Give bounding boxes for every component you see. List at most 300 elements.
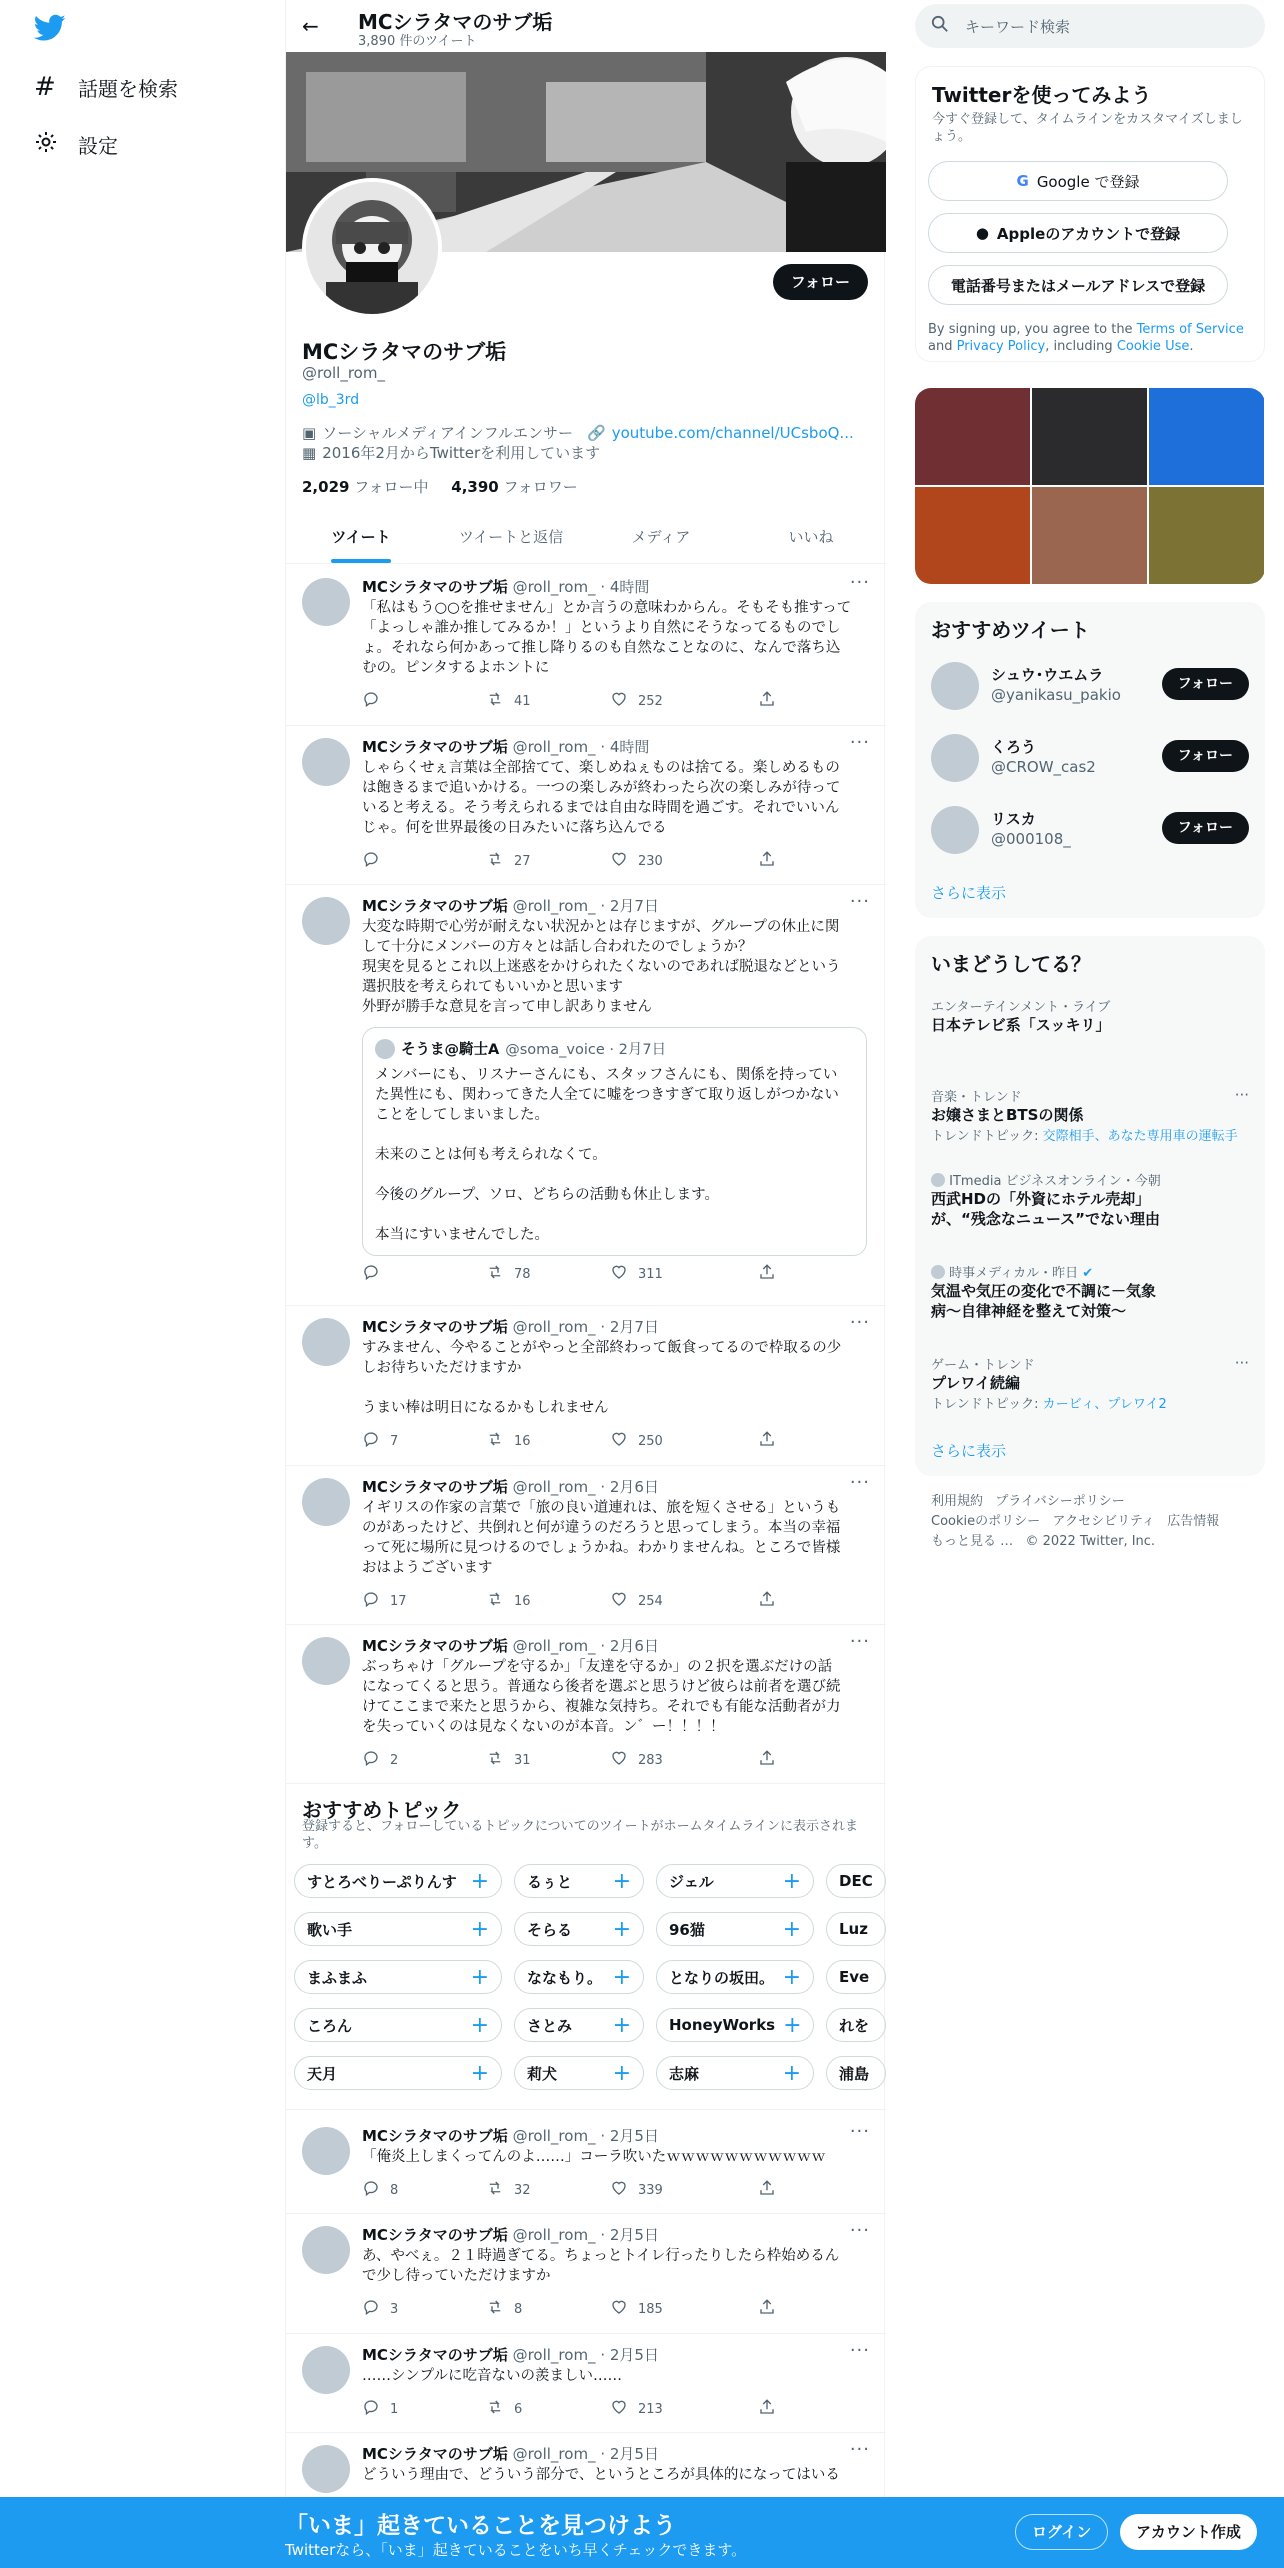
tweet[interactable] (286, 1306, 886, 1466)
footer-line[interactable]: もっと見る … © 2022 Twitter, Inc. (931, 1534, 1156, 1549)
tweet-text: ぶっちゃけ「グループを守るか」「友達を守るか」の２択を選ぶだけの話 になってくると思う。普通なら後者を選ぶと思うけど彼らは前者を選び続 けてここまで来たと思うから、複雑な気持ち。それでも有能な活動者が力 を失っていくのは見なくないのが本音。ン゛ー！！！！ (362, 1659, 841, 1735)
trend-subtopics-links[interactable]: カービィ、プレワイ2 (1042, 1397, 1167, 1412)
reply-button[interactable] (362, 2298, 398, 2320)
share-button[interactable] (758, 690, 776, 712)
signup-button[interactable]: アカウント作成 (1120, 2514, 1257, 2550)
share-button[interactable] (758, 850, 776, 872)
trend-item[interactable] (931, 1354, 1249, 1412)
briefcase-icon: ▣ (302, 423, 317, 442)
retweet-button[interactable] (486, 1590, 531, 1612)
like-count: 230 (638, 853, 663, 869)
like-count: 250 (638, 1433, 663, 1449)
tweet[interactable] (286, 1466, 886, 1625)
share-icon (758, 1590, 776, 1612)
avatar[interactable] (302, 2127, 350, 2175)
topic-label: 天月 (307, 2064, 338, 2083)
topic-pill[interactable] (826, 2008, 886, 2042)
avatar (931, 806, 979, 854)
topic-pill[interactable] (514, 1912, 644, 1946)
terms-link[interactable]: Terms of Service (1136, 322, 1244, 337)
like-count: 185 (638, 2301, 663, 2317)
calendar-icon: ▦ (302, 443, 317, 462)
reply-icon (362, 1749, 380, 1771)
topic-label: となりの坂田。 (669, 1968, 775, 1987)
avatar[interactable] (302, 1318, 350, 1366)
recommended-user[interactable] (931, 802, 1249, 858)
reply-button[interactable] (362, 2398, 398, 2420)
retweet-icon (486, 1590, 504, 1612)
topic-pill[interactable] (294, 1912, 502, 1946)
tweet-author-name[interactable]: MCシラタマのサブ垢 (362, 897, 508, 915)
like-count: 254 (638, 1593, 663, 1609)
share-button[interactable] (758, 2398, 776, 2420)
topic-pill[interactable] (656, 1864, 814, 1898)
reply-button[interactable] (362, 690, 390, 712)
trend-category: 音楽・トレンド (931, 1090, 1022, 1105)
tweet-author-name[interactable]: MCシラタマのサブ垢 (362, 2226, 508, 2244)
topic-label: ジェル (669, 1872, 714, 1891)
profile-handle: @roll_rom_ (302, 364, 385, 382)
like-button[interactable] (610, 2298, 663, 2320)
follow-button[interactable]: フォロー (773, 264, 868, 300)
retweet-count: 8 (514, 2301, 523, 2317)
recommended-user[interactable] (931, 658, 1249, 714)
reply-button[interactable] (362, 1749, 398, 1771)
plus-icon[interactable]: + (470, 1964, 489, 1990)
following-count: 2,029 (302, 478, 350, 496)
tweet-header (362, 895, 659, 916)
reply-button[interactable] (362, 1263, 390, 1285)
search-placeholder: キーワード検索 (965, 17, 1071, 36)
like-button[interactable] (610, 2179, 663, 2201)
share-button[interactable] (758, 1430, 776, 1452)
avatar[interactable] (302, 738, 350, 786)
followers-count: 4,390 (451, 478, 499, 496)
tweet-author-name[interactable]: MCシラタマのサブ垢 (362, 578, 508, 596)
share-button[interactable] (758, 2179, 776, 2201)
tweet-meta[interactable]: @roll_rom_ · 4時間 (512, 738, 650, 756)
topic-label: Luz (839, 1920, 868, 1938)
media-grid (915, 388, 1265, 584)
like-count: 283 (638, 1752, 663, 1768)
more-options-icon[interactable]: ··· (849, 1312, 870, 1333)
more-options-icon[interactable]: ··· (849, 2220, 870, 2241)
terms-mid: , including (1045, 339, 1117, 354)
topic-pill[interactable] (656, 1960, 814, 1994)
avatar[interactable] (302, 2226, 350, 2274)
topic-label: れを (839, 2016, 870, 2035)
topic-label: ななもり。 (527, 1968, 603, 1987)
avatar[interactable] (302, 1637, 350, 1685)
share-icon (758, 2398, 776, 2420)
topic-label: 莉犬 (527, 2064, 558, 2083)
avatar (931, 662, 979, 710)
phone-signup-button[interactable] (928, 265, 1228, 305)
tweet[interactable] (286, 2334, 886, 2433)
retweet-count: 16 (514, 1433, 531, 1449)
tweet-author-name[interactable]: MCシラタマのサブ垢 (362, 2127, 508, 2145)
media-thumbnail[interactable] (1149, 388, 1264, 485)
tab-tweets[interactable]: ツイート (286, 510, 436, 563)
tweet-text: ……シンプルに吃音ないの羨ましい…… (362, 2368, 623, 2384)
topic-pill[interactable] (514, 2056, 644, 2090)
retweet-button[interactable] (486, 2398, 522, 2420)
media-thumbnail[interactable] (1032, 388, 1147, 485)
topic-pill[interactable] (656, 1912, 814, 1946)
like-button[interactable] (610, 1430, 663, 1452)
retweet-button[interactable] (486, 2179, 531, 2201)
profile-tabs (286, 510, 886, 564)
bottom-signup-bar (0, 2497, 1284, 2568)
topic-pill[interactable] (514, 2008, 644, 2042)
like-button[interactable] (610, 1590, 663, 1612)
apple-signup-button[interactable] (928, 213, 1228, 253)
plus-icon[interactable]: + (782, 1868, 801, 1894)
topic-pill[interactable] (294, 2056, 502, 2090)
tweet-author-name[interactable]: MCシラタマのサブ垢 (362, 2346, 508, 2364)
tab-media[interactable]: メディア (631, 528, 691, 546)
tweet-text: しゃらくせぇ言葉は全部捨てて、楽しめねぇものは捨てる。楽しめるもの は飽きるまで追いかける。一つの楽しみが終わったら次の楽しみが待って いると考える。そう考えられるまでは自由な時間を過ごす。それでいいん じゃ。何を世界最後の日みたいに落ち込んでる (362, 760, 841, 836)
retweet-button[interactable] (486, 2298, 522, 2320)
topic-label: 浦島 (839, 2064, 870, 2083)
topic-pill[interactable] (514, 1960, 644, 1994)
follow-button[interactable]: フォロー (1162, 740, 1249, 772)
terms-and: and (928, 339, 957, 354)
tweet-meta[interactable]: @roll_rom_ · 4時間 (512, 578, 650, 596)
tweet[interactable] (286, 2214, 886, 2334)
more-options-icon[interactable]: ··· (849, 572, 870, 593)
share-icon (758, 1430, 776, 1452)
tweet-actions (362, 690, 792, 710)
more-options-icon[interactable]: ··· (849, 2439, 870, 2460)
media-thumbnail[interactable] (915, 487, 1030, 584)
plus-icon[interactable]: + (470, 1916, 489, 1942)
trend-item[interactable] (931, 1262, 1249, 1321)
plus-icon[interactable]: + (612, 1964, 631, 1990)
like-button[interactable] (610, 690, 663, 712)
signup-terms (928, 321, 1248, 355)
page-title: MCシラタマのサブ垢 (358, 10, 553, 34)
retweet-icon (486, 850, 504, 872)
trend-item[interactable] (931, 1086, 1249, 1144)
plus-icon[interactable]: + (612, 1868, 631, 1894)
trend-title: 西武HDの「外資にホテル売却」 が、“残念なニュース”でない理由 (931, 1190, 1160, 1228)
topic-label: まふまふ (307, 1968, 368, 1987)
google-signup-button[interactable] (928, 161, 1228, 201)
nav-settings-label: 設定 (78, 134, 118, 158)
followers-label: フォロワー (503, 478, 578, 496)
trend-subtopics-links[interactable]: 交際相手、あなた専用車の運転手 (1042, 1129, 1238, 1144)
gear-icon (34, 130, 58, 159)
retweet-icon (486, 2298, 504, 2320)
tweet-actions (362, 2298, 792, 2318)
retweet-button[interactable] (486, 1430, 531, 1452)
footer-line[interactable]: 利用規約 プライバシーポリシー (931, 1494, 1125, 1509)
media-thumbnail[interactable] (915, 388, 1030, 485)
more-options-icon[interactable]: ··· (849, 1631, 870, 1652)
tweet-author-name[interactable]: MCシラタマのサブ垢 (362, 1318, 508, 1336)
main-column (285, 0, 885, 2568)
trend-title: プレワイ続編 (931, 1374, 1020, 1392)
more-options-icon[interactable]: ··· (849, 1472, 870, 1493)
tweet-meta[interactable]: @roll_rom_ · 2月7日 (512, 1318, 659, 1336)
more-options-icon[interactable]: ··· (1234, 1086, 1249, 1104)
retweet-button[interactable] (486, 1263, 531, 1285)
topic-pill[interactable] (656, 2056, 814, 2090)
retweet-count: 32 (514, 2182, 531, 2198)
recommended-tweets-card (915, 602, 1265, 918)
reply-icon (362, 1263, 380, 1285)
tweet-meta[interactable]: @roll_rom_ · 2月5日 (512, 2127, 659, 2145)
trend-item[interactable] (931, 996, 1249, 1035)
share-button[interactable] (758, 1590, 776, 1612)
login-button[interactable]: ログイン (1015, 2514, 1108, 2550)
like-count: 213 (638, 2401, 663, 2417)
nav-settings[interactable] (34, 130, 118, 159)
reply-button[interactable] (362, 1430, 398, 1452)
tweet-meta[interactable]: @roll_rom_ · 2月7日 (512, 897, 659, 915)
trend-subtopics-prefix: トレンドトピック: (931, 1129, 1043, 1144)
topic-label: ころん (307, 2016, 353, 2035)
tweet-text: 「俺炎上しまくってんのよ……」コーラ吹いたｗｗｗｗｗｗｗｗｗｗｗ (362, 2149, 826, 2165)
heart-icon (610, 1263, 628, 1285)
tab-tweets-replies[interactable]: ツイートと返信 (458, 528, 564, 546)
plus-icon[interactable]: + (470, 1868, 489, 1894)
tweet-author-name[interactable]: MCシラタマのサブ垢 (362, 1637, 508, 1655)
like-button[interactable] (610, 2398, 663, 2420)
reply-icon (362, 2398, 380, 2420)
quoted-tweet-header (375, 1038, 854, 1059)
tweet-author-name[interactable]: MCシラタマのサブ垢 (362, 2445, 508, 2463)
like-count: 252 (638, 693, 663, 709)
following-label: フォロー中 (354, 478, 429, 496)
topic-pill[interactable] (826, 1864, 886, 1898)
retweet-icon (486, 1263, 504, 1285)
plus-icon[interactable]: + (612, 2012, 631, 2038)
terms-end: . (1189, 339, 1194, 354)
back-arrow-icon[interactable]: ← (302, 14, 319, 38)
topic-pill[interactable] (294, 1960, 502, 1994)
tweet[interactable] (286, 885, 886, 1306)
trend-item[interactable] (931, 1170, 1249, 1229)
retweet-count: 16 (514, 1593, 531, 1609)
plus-icon[interactable]: + (470, 2060, 489, 2086)
retweet-count: 6 (514, 2401, 523, 2417)
hashtag-icon: # (34, 72, 56, 102)
like-button[interactable] (610, 850, 663, 872)
like-button[interactable] (610, 1749, 663, 1771)
reply-count: 7 (390, 1433, 399, 1449)
tweet-text: 「私はもう○○を推せません」とか言うの意味わからん。そもそも推すって 「よっしゃ誰か推してみるか！」というより自然にそうなってるものでし ょ。それなら何かあって推し降りるのも自然なことなのに、なんで落ち込 むの。ピンタするよホントに (362, 600, 852, 676)
following-link[interactable] (302, 478, 429, 496)
plus-icon[interactable]: + (612, 2060, 631, 2086)
avatar[interactable] (302, 1478, 350, 1526)
media-thumbnail[interactable] (1032, 487, 1147, 584)
more-options-icon[interactable]: ··· (1234, 1354, 1249, 1372)
trend-source (931, 1170, 1249, 1189)
topic-label: 歌い手 (307, 1920, 353, 1939)
topic-pill[interactable] (514, 1864, 644, 1898)
trends-show-more[interactable]: さらに表示 (931, 1442, 1007, 1460)
privacy-link[interactable]: Privacy Policy (956, 339, 1046, 354)
tweet-header (362, 2224, 659, 2245)
topic-pill[interactable] (656, 2008, 814, 2042)
reply-icon (362, 2298, 380, 2320)
follow-button[interactable]: フォロー (1162, 812, 1249, 844)
topic-pill[interactable] (826, 2056, 886, 2090)
share-button[interactable] (758, 1263, 776, 1285)
reply-button[interactable] (362, 2179, 398, 2201)
tweet-header (362, 2344, 659, 2365)
tweet-meta[interactable]: @roll_rom_ · 2月5日 (512, 2346, 659, 2364)
recommended-topics (286, 1784, 886, 2110)
heart-icon (610, 2398, 628, 2420)
tweet-header (362, 736, 649, 757)
tweet-meta[interactable]: @roll_rom_ · 2月5日 (512, 2445, 659, 2463)
retweet-count: 41 (514, 693, 531, 709)
tweet-meta[interactable]: @roll_rom_ · 2月5日 (512, 2226, 659, 2244)
apple-icon: ● (975, 224, 989, 242)
topic-label: Eve (839, 1968, 870, 1986)
retweet-button[interactable] (486, 1749, 531, 1771)
like-button[interactable] (610, 1263, 663, 1285)
nav-explore[interactable] (34, 72, 178, 102)
tweet-meta[interactable]: @roll_rom_ · 2月6日 (512, 1478, 659, 1496)
trend-title: お嬢さまとBTSの関係 (931, 1106, 1084, 1124)
topic-pill[interactable] (294, 1864, 502, 1898)
search-icon (931, 15, 949, 37)
topic-label: そらる (527, 1920, 573, 1939)
google-icon: G (1016, 172, 1029, 190)
topics-title: おすすめトピック (302, 1798, 462, 1822)
quoted-meta: @soma_voice · 2月7日 (505, 1042, 667, 1058)
share-button[interactable] (758, 1749, 776, 1771)
plus-icon[interactable]: + (782, 1916, 801, 1942)
reply-button[interactable] (362, 1590, 407, 1612)
share-icon (758, 850, 776, 872)
retweet-count: 27 (514, 853, 531, 869)
tab-likes[interactable]: いいね (788, 528, 834, 546)
recommended-user-handle: @yanikasu_pakio (991, 686, 1121, 704)
like-count: 339 (638, 2182, 663, 2198)
follow-button[interactable]: フォロー (1162, 668, 1249, 700)
share-icon (758, 2179, 776, 2201)
retweet-button[interactable] (486, 850, 531, 872)
bio-mention-link[interactable]: @lb_3rd (302, 392, 360, 408)
avatar[interactable] (302, 2346, 350, 2394)
retweet-button[interactable] (486, 690, 531, 712)
footer-links (931, 1492, 1251, 1552)
tweet-actions (362, 1749, 792, 1769)
left-nav (0, 0, 285, 2568)
topic-label: さとみ (527, 2016, 573, 2035)
footer-line[interactable]: Cookieのポリシー アクセシビリティ 広告情報 (931, 1514, 1220, 1529)
share-icon (758, 1749, 776, 1771)
tweet-author-name[interactable]: MCシラタマのサブ垢 (362, 1478, 508, 1496)
trend-category: 時事メディカル・昨日 (949, 1266, 1079, 1281)
search-input[interactable] (915, 4, 1265, 48)
share-button[interactable] (758, 2298, 776, 2320)
heart-icon (610, 690, 628, 712)
reply-icon (362, 1430, 380, 1452)
tweet-author-name[interactable]: MCシラタマのサブ垢 (362, 738, 508, 756)
recommended-show-more[interactable]: さらに表示 (931, 884, 1007, 902)
tweet-meta[interactable]: @roll_rom_ · 2月6日 (512, 1637, 659, 1655)
trend-title: 気温や気圧の変化で不調に－気象 病～自律神経を整えて対策～ (931, 1282, 1157, 1320)
tweet-text: すみません、今やることがやっと全部終わって飯食ってるので枠取るの少 しお待ちいただけますか うまい棒は明日になるかもしれません (362, 1340, 842, 1416)
nav-explore-label: 話題を検索 (78, 76, 178, 101)
plus-icon[interactable]: + (470, 2012, 489, 2038)
topic-label: 96猫 (669, 1920, 705, 1939)
profile-avatar[interactable] (302, 178, 442, 318)
more-options-icon[interactable]: ··· (849, 732, 870, 753)
recommended-user-name: くろう (991, 738, 1037, 756)
reply-count: 8 (390, 2182, 399, 2198)
trend-subtopics (931, 1393, 1249, 1412)
reply-count: 1 (390, 2401, 399, 2417)
share-icon (758, 690, 776, 712)
recommended-user[interactable] (931, 730, 1249, 786)
tweet[interactable] (286, 566, 886, 726)
avatar[interactable] (302, 897, 350, 945)
tweet[interactable] (286, 1625, 886, 1784)
tweet-actions (362, 2398, 792, 2418)
media-thumbnail[interactable] (1149, 487, 1264, 584)
plus-icon[interactable]: + (783, 2012, 802, 2038)
heart-icon (610, 2298, 628, 2320)
plus-icon[interactable]: + (782, 1964, 801, 1990)
heart-icon (610, 1430, 628, 1452)
plus-icon[interactable]: + (782, 2060, 801, 2086)
plus-icon[interactable]: + (612, 1916, 631, 1942)
tweet-count: 3,890 件のツイート (358, 34, 477, 49)
avatar[interactable] (302, 578, 350, 626)
cookie-link[interactable]: Cookie Use (1116, 339, 1190, 354)
more-options-icon[interactable]: ··· (849, 891, 870, 912)
twitter-logo-icon[interactable] (34, 14, 66, 46)
topic-pill[interactable] (826, 1960, 886, 1994)
trends-card (915, 936, 1265, 1476)
reply-icon (362, 850, 380, 872)
profile-header-bar (286, 0, 886, 52)
heart-icon (610, 1749, 628, 1771)
recommended-user-handle: @000108_ (991, 830, 1071, 848)
profile-website-link[interactable]: youtube.com/channel/UCsboQ... (611, 423, 854, 442)
more-options-icon[interactable]: ··· (849, 2121, 870, 2142)
trend-subtopics-prefix: トレンドトピック: (931, 1397, 1043, 1412)
retweet-count: 78 (514, 1266, 531, 1282)
trend-category: エンターテインメント・ライブ (931, 1000, 1111, 1015)
tweet[interactable] (286, 726, 886, 885)
trend-category: ITmedia ビジネスオンライン・今朝 (949, 1174, 1161, 1189)
tweet-header (362, 1635, 659, 1656)
tweet-text: どういう理由で、どういう部分で、というところが具体的になってはいる (362, 2467, 840, 2483)
quoted-tweet[interactable] (362, 1027, 867, 1256)
tweet[interactable] (286, 2115, 886, 2214)
avatar[interactable] (302, 2445, 350, 2493)
trend-source (931, 1262, 1249, 1281)
topic-pill[interactable] (294, 2008, 502, 2042)
followers-link[interactable] (451, 478, 578, 496)
more-options-icon[interactable]: ··· (849, 2340, 870, 2361)
bottom-bar-title: 「いま」起きていることを見つけよう (285, 2513, 676, 2539)
retweet-icon (486, 1749, 504, 1771)
trend-subtopics (931, 1125, 1249, 1144)
topic-pill[interactable] (826, 1912, 886, 1946)
reply-button[interactable] (362, 850, 390, 872)
topic-label: HoneyWorks (669, 2016, 776, 2034)
retweet-count: 31 (514, 1752, 531, 1768)
